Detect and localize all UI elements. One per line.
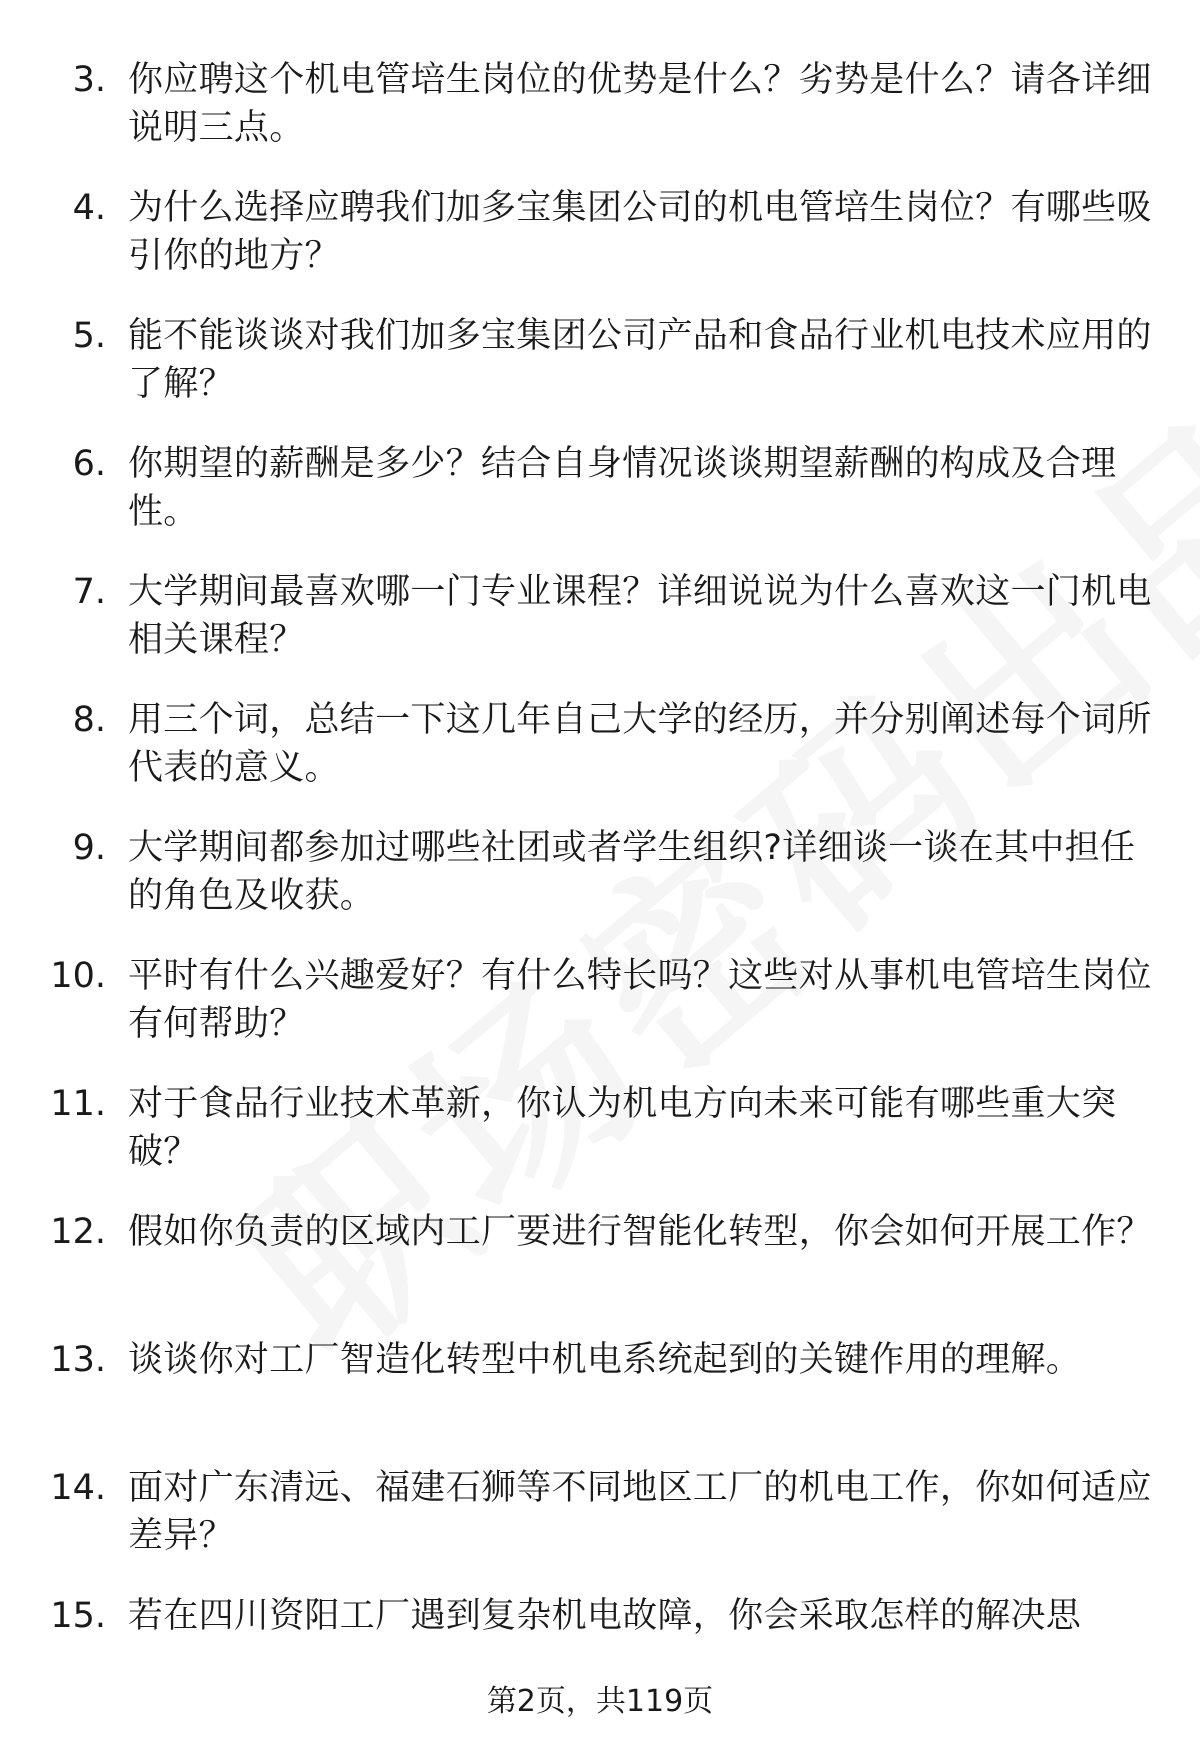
question-item — [0, 1336, 1200, 1464]
question-number: 15. — [50, 1596, 106, 1636]
question-item — [0, 56, 1200, 184]
question-text: 谈谈你对工厂智造化转型中机电系统起到的关键作用的理解。 — [128, 1340, 1082, 1380]
question-number: 9. — [72, 828, 106, 868]
question-item — [0, 312, 1200, 440]
question-item — [0, 696, 1200, 824]
question-number: 4. — [72, 188, 106, 228]
question-item — [0, 824, 1200, 952]
page-footer: 第2页，共119页 — [486, 1684, 714, 1719]
question-number: 3. — [72, 60, 106, 100]
question-item — [0, 568, 1200, 696]
question-number: 12. — [50, 1212, 106, 1252]
question-number: 14. — [50, 1468, 106, 1508]
question-text: 平时有什么兴趣爱好？有什么特长吗？这些对从事机电管培生岗位有何帮助？ — [128, 956, 1152, 1044]
question-item — [0, 1080, 1200, 1208]
question-text: 假如你负责的区域内工厂要进行智能化转型，你会如何开展工作？ — [128, 1212, 1152, 1252]
question-text: 你应聘这个机电管培生岗位的优势是什么？劣势是什么？请各详细说明三点。 — [128, 60, 1152, 148]
question-number: 11. — [50, 1084, 106, 1124]
question-text: 能不能谈谈对我们加多宝集团公司产品和食品行业机电技术应用的了解？ — [128, 316, 1152, 404]
question-number: 8. — [72, 700, 106, 740]
question-item — [0, 1208, 1200, 1336]
question-number: 10. — [50, 956, 106, 996]
question-text: 若在四川资阳工厂遇到复杂机电故障，你会采取怎样的解决思 — [128, 1596, 1082, 1636]
question-item — [0, 440, 1200, 568]
question-number: 13. — [50, 1340, 106, 1380]
question-item — [0, 184, 1200, 312]
question-list — [0, 56, 1200, 1720]
question-item — [0, 1464, 1200, 1592]
question-item — [0, 952, 1200, 1080]
question-text: 面对广东清远、福建石狮等不同地区工厂的机电工作，你如何适应差异？ — [128, 1468, 1152, 1556]
question-number: 6. — [72, 444, 106, 484]
question-text: 大学期间都参加过哪些社团或者学生组织?详细谈一谈在其中担任的角色及收获。 — [128, 828, 1136, 916]
question-number: 5. — [72, 316, 106, 356]
question-number: 7. — [72, 572, 106, 612]
question-text: 你期望的薪酬是多少？结合自身情况谈谈期望薪酬的构成及合理性。 — [128, 444, 1117, 532]
question-text: 用三个词，总结一下这几年自己大学的经历，并分别阐述每个词所代表的意义。 — [128, 700, 1152, 788]
question-text: 大学期间最喜欢哪一门专业课程？详细说说为什么喜欢这一门机电相关课程？ — [128, 572, 1152, 660]
question-text: 对于食品行业技术革新，你认为机电方向未来可能有哪些重大突破？ — [128, 1084, 1117, 1172]
question-text: 为什么选择应聘我们加多宝集团公司的机电管培生岗位？有哪些吸引你的地方？ — [128, 188, 1152, 276]
